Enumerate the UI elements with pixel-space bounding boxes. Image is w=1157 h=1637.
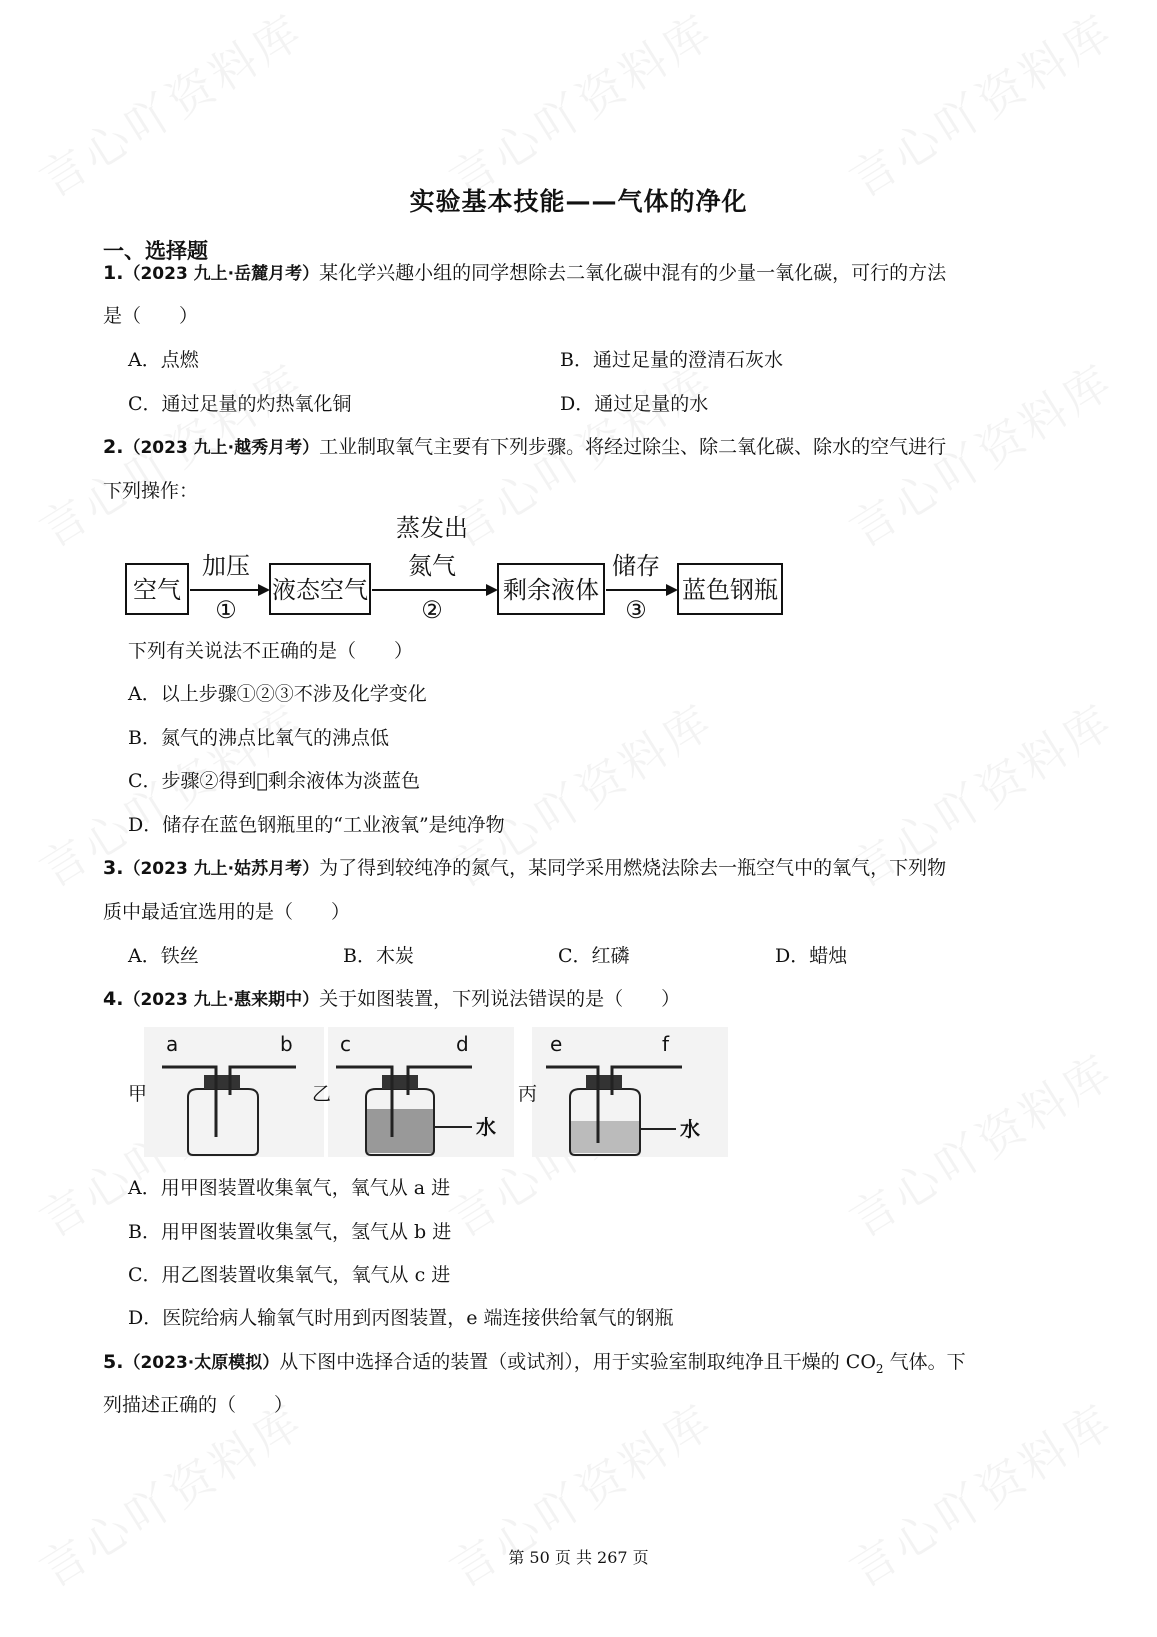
- question-text: 关于如图装置，下列说法错误的是（ ）: [319, 988, 681, 1010]
- question-4-stem: [103, 986, 680, 1013]
- question-number: 4.: [103, 988, 124, 1010]
- page-footer: 第 50 页 共 267 页: [508, 1548, 649, 1567]
- question-source: （2023 九上·越秀月考）: [123, 438, 320, 458]
- question-number: 2.: [103, 436, 124, 458]
- option-d: D．蜡烛: [775, 945, 848, 967]
- step-number: ①: [215, 596, 237, 624]
- question-text: 下列有关说法不正确的是（ ）: [128, 640, 414, 662]
- option-b: B．氮气的沸点比氧气的沸点低: [128, 727, 389, 749]
- watermark: [835, 1036, 1124, 1251]
- question-text: 从下图中选择合适的装置（或试剂），用于实验室制取纯净且干燥的 CO: [279, 1351, 876, 1373]
- question-text: 某化学兴趣小组的同学想除去二氧化碳中混有的少量一氧化碳，可行的方法: [319, 262, 947, 284]
- option-a: A．铁丝: [128, 945, 199, 967]
- question-text: 列描述正确的（ ）: [103, 1394, 294, 1416]
- watermark: [435, 0, 724, 210]
- water-fill: [366, 1109, 434, 1153]
- arrow-head-icon: [666, 584, 678, 596]
- step-number: ③: [625, 596, 647, 624]
- flow-box-label: 液态空气: [272, 576, 368, 604]
- figure-label: 乙: [312, 1083, 332, 1105]
- bottle-stopper: [382, 1075, 418, 1089]
- question-text: 是（ ）: [103, 305, 199, 327]
- watermark: [435, 1386, 724, 1601]
- port-label: a: [166, 1032, 179, 1056]
- subscript: 2: [875, 1361, 884, 1376]
- water-fill: [570, 1121, 640, 1153]
- bottle-stopper: [586, 1075, 622, 1089]
- step-number: ②: [421, 596, 443, 624]
- flow-box-label: 蓝色钢瓶: [682, 576, 778, 604]
- arrow-head-icon: [486, 584, 498, 596]
- port-label: f: [662, 1032, 670, 1056]
- option-c: C．用乙图装置收集氧气，氧气从 c 进: [128, 1264, 451, 1286]
- question-text: 下列操作：: [103, 480, 199, 502]
- option-c: C．通过足量的灼热氧化铜: [128, 393, 352, 415]
- option-c: C．红磷: [558, 945, 630, 967]
- option-d: D．通过足量的水: [560, 393, 709, 415]
- section-heading: 一、选择题: [103, 239, 208, 263]
- option-b: B．木炭: [343, 945, 414, 967]
- question-source: （2023 九上·姑苏月考）: [123, 859, 320, 879]
- option-d: D．医院给病人输氧气时用到丙图装置，e 端连接供给氧气的钢瓶: [128, 1307, 674, 1329]
- question-source: （2023 九上·岳麓月考）: [123, 264, 320, 284]
- flow-arrow-label: 蒸发出: [396, 514, 468, 542]
- question-text: 为了得到较纯净的氮气，某同学采用燃烧法除去一瓶空气中的氧气，下列物: [319, 857, 947, 879]
- page-title: 实验基本技能——气体的净化: [409, 187, 748, 216]
- option-c: C．步骤②得到󰄀剩余液体为淡蓝色: [128, 770, 420, 792]
- bottle-stopper: [204, 1075, 240, 1089]
- flow-box-label: 剩余液体: [503, 576, 599, 604]
- figure-label: 甲: [128, 1083, 148, 1105]
- question-text: 工业制取氧气主要有下列步骤。将经过除尘、除二氧化碳、除水的空气进行: [319, 436, 947, 458]
- flow-arrow-label: 加压: [202, 552, 250, 580]
- flow-arrow-label: 氮气: [408, 552, 456, 580]
- question-source: （2023 九上·惠来期中）: [123, 990, 320, 1010]
- figure-label: 丙: [518, 1083, 538, 1105]
- watermark: [835, 1386, 1124, 1601]
- question-2-stem: [103, 434, 946, 461]
- water-label: 水: [476, 1115, 496, 1139]
- option-b: B．通过足量的澄清石灰水: [560, 349, 783, 371]
- question-source: （2023·太原模拟）: [123, 1353, 280, 1373]
- question-number: 5.: [103, 1351, 124, 1373]
- flow-arrow-label: 储存: [612, 552, 660, 580]
- question-number: 3.: [103, 857, 124, 879]
- arrow-head-icon: [258, 584, 270, 596]
- flow-box-label: 空气: [133, 576, 181, 604]
- port-label: c: [340, 1032, 351, 1056]
- port-label: d: [456, 1032, 469, 1056]
- water-label: 水: [680, 1117, 700, 1141]
- question-number: 1.: [103, 262, 124, 284]
- option-a: A．以上步骤①②③不涉及化学变化: [128, 683, 427, 705]
- question-3-stem: [103, 855, 946, 882]
- question-5-stem: [103, 1349, 966, 1382]
- question-text: 质中最适宜选用的是（ ）: [103, 901, 351, 923]
- watermark: [25, 0, 314, 210]
- port-label: e: [550, 1032, 563, 1056]
- option-a: A．点燃: [128, 349, 199, 371]
- question-1-stem: [103, 260, 946, 287]
- watermark: [835, 0, 1124, 210]
- option-b: B．用甲图装置收集氢气，氢气从 b 进: [128, 1221, 452, 1243]
- gas-bottle-figure: [120, 1025, 730, 1160]
- question-text: 气体。下: [883, 1351, 966, 1373]
- option-d: D．储存在蓝色钢瓶里的“工业液氧”是纯净物: [128, 814, 505, 836]
- process-flow-diagram: [120, 512, 790, 624]
- port-label: b: [280, 1032, 293, 1056]
- option-a: A．用甲图装置收集氧气，氧气从 a 进: [128, 1177, 451, 1199]
